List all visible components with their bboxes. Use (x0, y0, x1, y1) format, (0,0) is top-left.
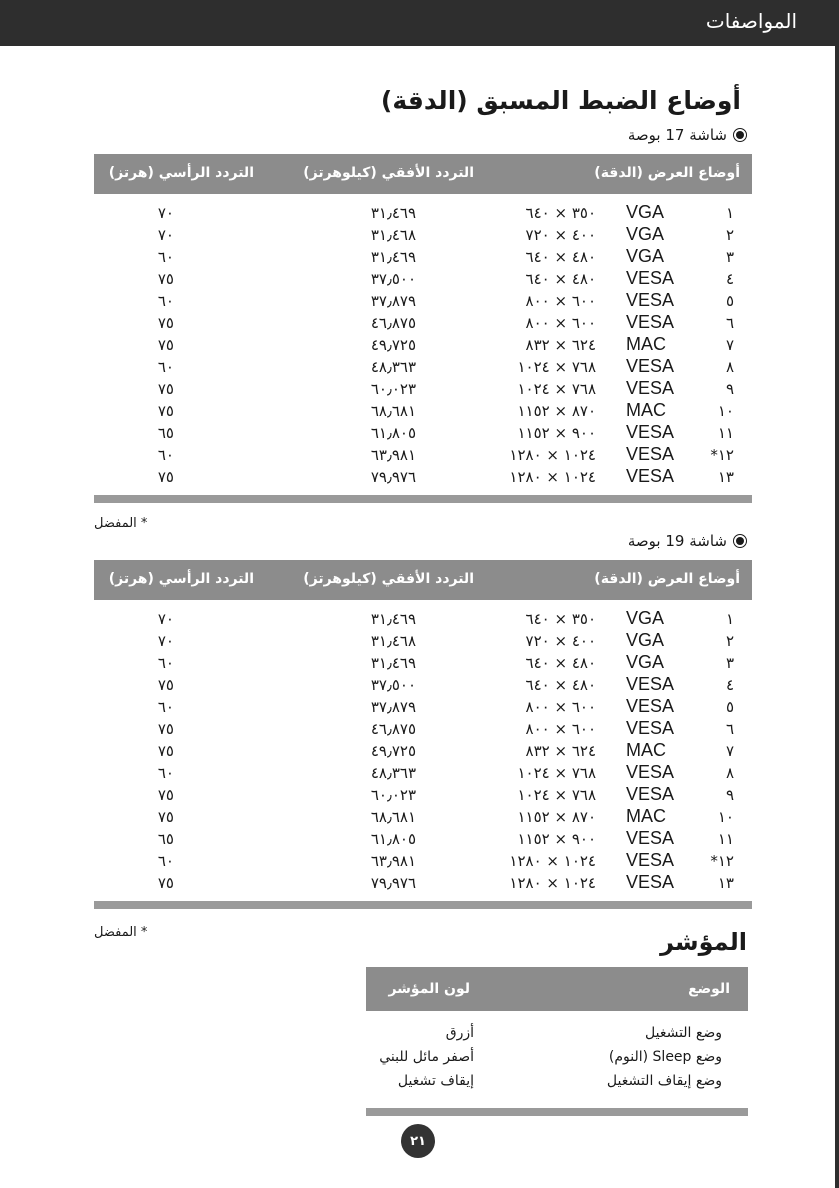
mode-resolution: ١٠٢٤ × ١٢٨٠ (509, 852, 596, 870)
mode-index: ٣ (725, 248, 734, 266)
mode-standard: VESA (626, 762, 675, 782)
vertical-frequency: ٦٠ (157, 446, 174, 464)
mode-standard: MAC (626, 740, 666, 760)
mode-resolution: ٧٦٨ × ١٠٢٤ (517, 358, 596, 376)
mode-index: ٣ (725, 654, 734, 672)
table-row (94, 466, 752, 488)
preset-table-19-body (94, 608, 752, 894)
horizontal-frequency: ٦١٫٨٠٥ (370, 830, 416, 848)
mode-index: ١٢* (710, 446, 734, 464)
vertical-frequency: ٦٠ (157, 654, 174, 672)
vertical-frequency: ٦٠ (157, 292, 174, 310)
mode-index: ١٠ (717, 808, 734, 826)
mode-standard: VESA (626, 696, 675, 716)
mode-resolution: ٨٧٠ × ١١٥٢ (517, 808, 596, 826)
vertical-frequency: ٧٥ (157, 270, 174, 288)
vertical-frequency: ٧٠ (157, 226, 174, 244)
mode-index: ٩ (725, 786, 734, 804)
monitor-19-label (628, 532, 747, 550)
horizontal-frequency: ٣١٫٤٦٩ (370, 248, 416, 266)
mode-index: ١٢* (710, 852, 734, 870)
mode-resolution: ٧٦٨ × ١٠٢٤ (517, 764, 596, 782)
vertical-frequency: ٦٠ (157, 764, 174, 782)
table-row (94, 630, 752, 652)
horizontal-frequency: ٦١٫٨٠٥ (370, 424, 416, 442)
mode-index: ٨ (725, 764, 734, 782)
radio-bullet-icon (733, 128, 747, 142)
col-display-mode: أوضاع العرض (الدقة) (594, 571, 740, 587)
horizontal-frequency: ٦٠٫٠٢٣ (370, 380, 416, 398)
mode-resolution: ٤٠٠ × ٧٢٠ (525, 226, 596, 244)
mode-index: ١١ (717, 424, 734, 442)
mode-standard: VESA (626, 828, 675, 848)
table-row (94, 806, 752, 828)
mode-resolution: ٤٨٠ × ٦٤٠ (525, 270, 596, 288)
horizontal-frequency: ٤٦٫٨٧٥ (370, 720, 416, 738)
mode-standard: VESA (626, 290, 675, 310)
mode-standard: VESA (626, 378, 675, 398)
horizontal-frequency: ٣١٫٤٦٩ (370, 204, 416, 222)
table-row (94, 378, 752, 400)
vertical-frequency: ٧٥ (157, 786, 174, 804)
indicator-mode: وضع إيقاف التشغيل (606, 1073, 722, 1089)
mode-index: ١ (725, 610, 734, 628)
mode-index: ٥ (725, 698, 734, 716)
header-bar (0, 0, 835, 46)
mode-index: ٤ (725, 270, 734, 288)
vertical-frequency: ٧٠ (157, 632, 174, 650)
mode-standard: VGA (626, 630, 665, 650)
preset-table-19-footer (94, 901, 752, 909)
horizontal-frequency: ٤٨٫٣٦٣ (370, 358, 416, 376)
preferred-note: * المفضل (94, 516, 148, 531)
preferred-note: * المفضل (94, 925, 148, 940)
mode-standard: VESA (626, 466, 675, 486)
horizontal-frequency: ٣٧٫٨٧٩ (370, 698, 416, 716)
table-row (94, 202, 752, 224)
table-row (94, 850, 752, 872)
mode-resolution: ٧٦٨ × ١٠٢٤ (517, 786, 596, 804)
page-section-title: المواصفات (705, 9, 797, 33)
mode-standard: VGA (626, 224, 665, 244)
mode-resolution: ٣٥٠ × ٦٤٠ (525, 204, 596, 222)
indicator-mode: وضع Sleep (النوم) (608, 1049, 722, 1065)
horizontal-frequency: ٣١٫٤٦٩ (370, 654, 416, 672)
table-row (94, 674, 752, 696)
horizontal-frequency: ٤٩٫٧٢٥ (370, 742, 416, 760)
mode-standard: MAC (626, 806, 666, 826)
preset-table-17-header (94, 154, 752, 194)
mode-index: ٧ (725, 336, 734, 354)
col-indicator-color: لون المؤشر (388, 981, 470, 997)
table-row (94, 784, 752, 806)
col-vertical-freq: التردد الرأسي (هرتز) (108, 165, 254, 181)
indicator-color: أزرق (445, 1025, 474, 1041)
indicator-table-header (366, 967, 748, 1011)
mode-resolution: ٦٠٠ × ٨٠٠ (525, 698, 596, 716)
vertical-frequency: ٧٥ (157, 676, 174, 694)
mode-index: ٦ (725, 314, 734, 332)
horizontal-frequency: ٣٧٫٨٧٩ (370, 292, 416, 310)
page-edge-bar (835, 0, 839, 1188)
mode-resolution: ٦٢٤ × ٨٣٢ (525, 742, 596, 760)
mode-resolution: ٧٦٨ × ١٠٢٤ (517, 380, 596, 398)
mode-resolution: ٩٠٠ × ١١٥٢ (517, 830, 596, 848)
mode-standard: VGA (626, 246, 665, 266)
vertical-frequency: ٦٥ (157, 830, 174, 848)
table-row (94, 872, 752, 894)
table-row (94, 290, 752, 312)
indicator-title: المؤشر (660, 928, 747, 956)
vertical-frequency: ٧٥ (157, 336, 174, 354)
horizontal-frequency: ٦٣٫٩٨١ (370, 446, 416, 464)
horizontal-frequency: ٣١٫٤٦٨ (370, 632, 416, 650)
mode-standard: VESA (626, 872, 675, 892)
mode-standard: VGA (626, 608, 665, 628)
mode-resolution: ٩٠٠ × ١١٥٢ (517, 424, 596, 442)
col-horizontal-freq: التردد الأفقي (كيلوهرتز) (303, 165, 474, 181)
radio-bullet-icon (733, 534, 747, 548)
mode-resolution: ٨٧٠ × ١١٥٢ (517, 402, 596, 420)
table-row (366, 1024, 748, 1048)
mode-standard: VESA (626, 784, 675, 804)
vertical-frequency: ٧٥ (157, 380, 174, 398)
mode-resolution: ١٠٢٤ × ١٢٨٠ (509, 468, 596, 486)
preset-table-17-footer (94, 495, 752, 503)
indicator-color: إيقاف تشغيل (397, 1073, 474, 1089)
vertical-frequency: ٧٥ (157, 742, 174, 760)
table-row (94, 740, 752, 762)
vertical-frequency: ٦٠ (157, 248, 174, 266)
mode-standard: VGA (626, 652, 665, 672)
mode-resolution: ٤٨٠ × ٦٤٠ (525, 654, 596, 672)
mode-resolution: ٣٥٠ × ٦٤٠ (525, 610, 596, 628)
indicator-table-footer (366, 1108, 748, 1116)
table-row (94, 400, 752, 422)
mode-index: ٦ (725, 720, 734, 738)
mode-resolution: ٦٠٠ × ٨٠٠ (525, 292, 596, 310)
mode-resolution: ١٠٢٤ × ١٢٨٠ (509, 446, 596, 464)
page-number: ٢١ (401, 1124, 435, 1158)
indicator-table-body (366, 1024, 748, 1096)
table-row (366, 1072, 748, 1096)
vertical-frequency: ٧٥ (157, 314, 174, 332)
table-row (94, 422, 752, 444)
mode-standard: VESA (626, 718, 675, 738)
mode-resolution: ٦٢٤ × ٨٣٢ (525, 336, 596, 354)
horizontal-frequency: ٣١٫٤٦٨ (370, 226, 416, 244)
mode-standard: VESA (626, 268, 675, 288)
vertical-frequency: ٧٥ (157, 720, 174, 738)
mode-index: ١٣ (717, 468, 734, 486)
mode-standard: VGA (626, 202, 665, 222)
mode-index: ١١ (717, 830, 734, 848)
vertical-frequency: ٧٥ (157, 874, 174, 892)
horizontal-frequency: ٣٧٫٥٠٠ (370, 676, 416, 694)
mode-index: ٢ (725, 632, 734, 650)
mode-index: ١٠ (717, 402, 734, 420)
mode-index: ٤ (725, 676, 734, 694)
mode-index: ٥ (725, 292, 734, 310)
table-row (94, 444, 752, 466)
mode-resolution: ٦٠٠ × ٨٠٠ (525, 314, 596, 332)
table-row (94, 268, 752, 290)
horizontal-frequency: ٦٨٫٦٨١ (370, 402, 416, 420)
mode-index: ١٣ (717, 874, 734, 892)
horizontal-frequency: ٤٩٫٧٢٥ (370, 336, 416, 354)
col-horizontal-freq: التردد الأفقي (كيلوهرتز) (303, 571, 474, 587)
table-row (366, 1048, 748, 1072)
horizontal-frequency: ٧٩٫٩٧٦ (370, 874, 416, 892)
horizontal-frequency: ٦٠٫٠٢٣ (370, 786, 416, 804)
mode-resolution: ٤٨٠ × ٦٤٠ (525, 248, 596, 266)
table-row (94, 608, 752, 630)
table-row (94, 356, 752, 378)
preset-table-17-body (94, 202, 752, 488)
preset-table-19-header (94, 560, 752, 600)
mode-resolution: ٤٠٠ × ٧٢٠ (525, 632, 596, 650)
mode-standard: VESA (626, 850, 675, 870)
mode-resolution: ٦٠٠ × ٨٠٠ (525, 720, 596, 738)
table-row (94, 224, 752, 246)
indicator-mode: وضع التشغيل (645, 1025, 722, 1041)
monitor-17-text: شاشة 17 بوصة (627, 126, 727, 144)
monitor-19-text: شاشة 19 بوصة (627, 532, 727, 550)
mode-index: ٩ (725, 380, 734, 398)
vertical-frequency: ٧٥ (157, 402, 174, 420)
mode-standard: VESA (626, 312, 675, 332)
mode-index: ٧ (725, 742, 734, 760)
preset-modes-title: أوضاع الضبط المسبق (الدقة) (380, 86, 741, 115)
vertical-frequency: ٧٠ (157, 610, 174, 628)
mode-standard: VESA (626, 444, 675, 464)
mode-index: ٨ (725, 358, 734, 376)
horizontal-frequency: ٣١٫٤٦٩ (370, 610, 416, 628)
vertical-frequency: ٦٠ (157, 852, 174, 870)
table-row (94, 828, 752, 850)
table-row (94, 334, 752, 356)
mode-standard: VESA (626, 356, 675, 376)
col-mode: الوضع (688, 981, 730, 997)
vertical-frequency: ٦٥ (157, 424, 174, 442)
horizontal-frequency: ٦٨٫٦٨١ (370, 808, 416, 826)
col-vertical-freq: التردد الرأسي (هرتز) (108, 571, 254, 587)
table-row (94, 312, 752, 334)
table-row (94, 652, 752, 674)
horizontal-frequency: ٣٧٫٥٠٠ (370, 270, 416, 288)
table-row (94, 696, 752, 718)
horizontal-frequency: ٦٣٫٩٨١ (370, 852, 416, 870)
mode-standard: MAC (626, 334, 666, 354)
table-row (94, 246, 752, 268)
vertical-frequency: ٧٥ (157, 468, 174, 486)
vertical-frequency: ٦٠ (157, 358, 174, 376)
mode-standard: MAC (626, 400, 666, 420)
mode-resolution: ١٠٢٤ × ١٢٨٠ (509, 874, 596, 892)
mode-index: ١ (725, 204, 734, 222)
horizontal-frequency: ٧٩٫٩٧٦ (370, 468, 416, 486)
mode-index: ٢ (725, 226, 734, 244)
vertical-frequency: ٦٠ (157, 698, 174, 716)
vertical-frequency: ٧٥ (157, 808, 174, 826)
mode-resolution: ٤٨٠ × ٦٤٠ (525, 676, 596, 694)
table-row (94, 718, 752, 740)
monitor-17-label (628, 126, 747, 144)
col-display-mode: أوضاع العرض (الدقة) (594, 165, 740, 181)
mode-standard: VESA (626, 422, 675, 442)
horizontal-frequency: ٤٦٫٨٧٥ (370, 314, 416, 332)
mode-standard: VESA (626, 674, 675, 694)
table-row (94, 762, 752, 784)
horizontal-frequency: ٤٨٫٣٦٣ (370, 764, 416, 782)
vertical-frequency: ٧٠ (157, 204, 174, 222)
indicator-color: أصفر مائل للبني (379, 1049, 474, 1065)
